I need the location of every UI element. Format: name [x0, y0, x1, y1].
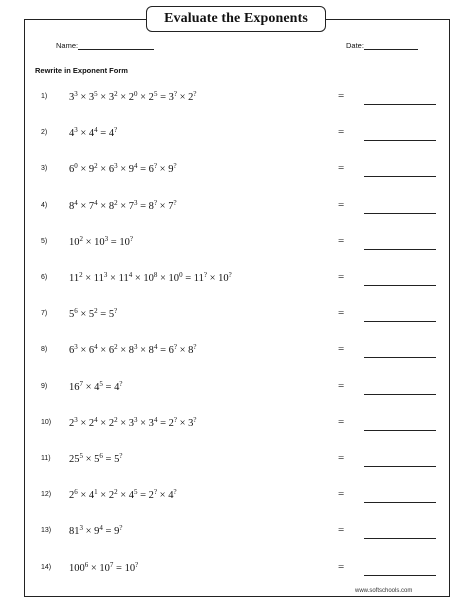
problem-expression: $6^0 \times 9^2 \times 6^3 \times 9^4 = 6^? \times 9^?$	[69, 162, 177, 176]
problem-expression: $3^3 \times 3^5 \times 3^2 \times 2^0 \times 2^5 = 3^? \times 2^?$	[69, 90, 197, 103]
title-text: Evaluate the Exponents	[164, 11, 308, 26]
equals-sign: =	[338, 343, 345, 356]
problem-row	[0, 90, 474, 108]
answer-line[interactable]	[364, 575, 436, 576]
problem-row	[0, 271, 474, 289]
date-field[interactable]	[346, 41, 418, 50]
equals-sign: =	[338, 488, 345, 501]
problem-number: 12)	[41, 491, 52, 499]
equals-sign: =	[338, 379, 345, 392]
problem-row	[0, 235, 474, 253]
problem-number: 1)	[41, 93, 48, 100]
equals-sign: =	[338, 271, 345, 283]
equals-sign: =	[338, 126, 345, 139]
problem-row	[0, 380, 474, 398]
problem-expression: $2^6 \times 4^1 \times 2^2 \times 4^5 = 2^? \times 4^?$	[69, 488, 177, 502]
problem-number: 6)	[41, 274, 48, 281]
problem-expression: $11^2 \times 11^3 \times 11^4 \times 10^8 \times 10^0 = 11^? \times 10^?$	[69, 271, 232, 284]
answer-line[interactable]	[364, 213, 436, 214]
answer-line[interactable]	[364, 285, 436, 286]
problem-number: 4)	[41, 201, 48, 209]
problem-row	[0, 452, 474, 470]
instructions-heading: Rewrite in Exponent Form	[35, 66, 128, 75]
problem-row	[0, 524, 474, 542]
answer-line[interactable]	[364, 176, 436, 177]
problem-expression: $100^6 \times 10^7 = 10^?$	[69, 560, 139, 574]
problem-row	[0, 343, 474, 361]
answer-line[interactable]	[364, 321, 436, 322]
problem-expression: $5^6 \times 5^2 = 5^?$	[69, 307, 118, 321]
problem-number: 13)	[41, 527, 52, 535]
equals-sign: =	[338, 234, 345, 247]
answer-line[interactable]	[364, 538, 436, 539]
answer-line[interactable]	[364, 430, 436, 431]
problem-number: 9)	[41, 382, 48, 390]
problem-row	[0, 126, 474, 144]
answer-line[interactable]	[364, 502, 436, 503]
answer-line[interactable]	[364, 466, 436, 467]
equals-sign: =	[338, 560, 345, 573]
date-line[interactable]	[364, 41, 418, 50]
problem-expression: $25^5 \times 5^6 = 5^?$	[69, 452, 123, 465]
problem-number: 8)	[41, 346, 48, 354]
name-label: Name:	[56, 41, 79, 50]
problem-row	[0, 307, 474, 325]
problem-expression: $4^3 \times 4^4 = 4^?$	[69, 126, 118, 140]
problem-number: 14)	[41, 563, 52, 571]
problem-number: 11)	[41, 455, 51, 462]
problem-number: 5)	[41, 237, 48, 245]
date-label: Date:	[346, 41, 364, 50]
equals-sign: =	[338, 198, 345, 211]
answer-line[interactable]	[364, 394, 436, 395]
problem-row	[0, 162, 474, 180]
problem-number: 10)	[41, 418, 52, 426]
problem-expression: $16^7 \times 4^5 = 4^?$	[69, 379, 123, 393]
name-field[interactable]	[56, 41, 154, 50]
footer-url: www.softschools.com	[355, 588, 413, 594]
answer-line[interactable]	[364, 140, 436, 141]
problem-number: 7)	[41, 310, 48, 318]
problem-expression: $8^4 \times 7^4 \times 8^2 \times 7^3 = 8^? \times 7^?$	[69, 198, 177, 212]
problem-number: 3)	[41, 165, 48, 173]
equals-sign: =	[338, 307, 345, 320]
problem-expression: $81^3 \times 9^4 = 9^?$	[69, 524, 123, 538]
problem-expression: $2^3 \times 2^4 \times 2^2 \times 3^3 \times 3^4 = 2^? \times 3^?$	[69, 415, 197, 429]
answer-line[interactable]	[364, 249, 436, 250]
worksheet-title	[146, 6, 326, 32]
problem-row	[0, 199, 474, 217]
equals-sign: =	[338, 90, 345, 102]
answer-line[interactable]	[364, 357, 436, 358]
problem-expression: $10^2 \times 10^3 = 10^?$	[69, 234, 133, 248]
problem-row	[0, 416, 474, 434]
problem-row	[0, 488, 474, 506]
equals-sign: =	[338, 524, 345, 537]
equals-sign: =	[338, 415, 345, 428]
answer-line[interactable]	[364, 104, 436, 105]
problem-row	[0, 561, 474, 579]
name-line[interactable]	[78, 41, 154, 50]
equals-sign: =	[338, 452, 345, 464]
problem-expression: $6^3 \times 6^4 \times 6^2 \times 8^3 \times 8^4 = 6^? \times 8^?$	[69, 343, 197, 357]
problem-number: 2)	[41, 129, 48, 137]
equals-sign: =	[338, 162, 345, 175]
